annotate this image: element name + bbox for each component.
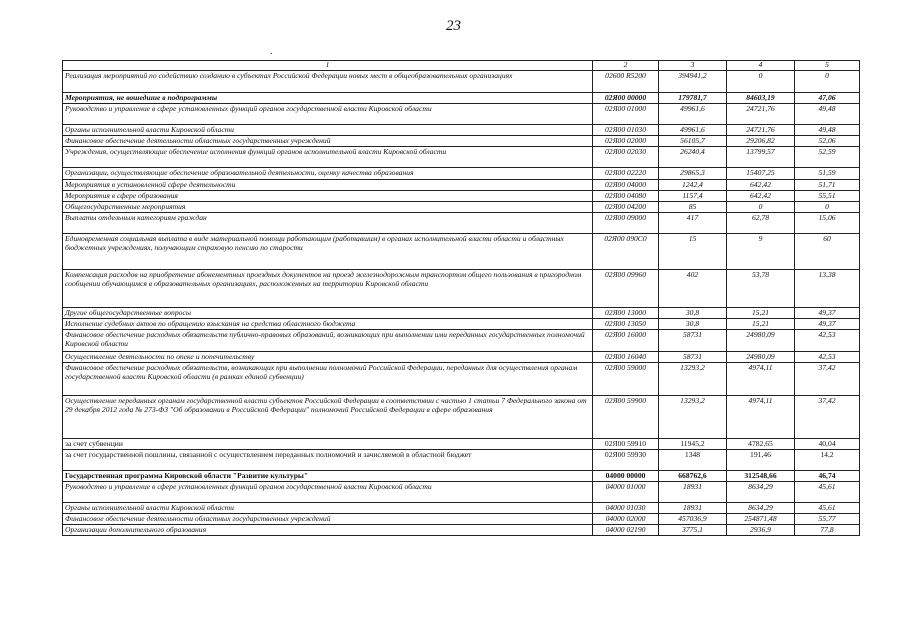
- row-code-cell: 02Я00 59910: [593, 439, 659, 450]
- row-code-cell: 02Я00 02000: [593, 136, 659, 147]
- row-name-cell: Другие общегосударственные вопросы: [63, 308, 593, 319]
- row-actual-cell: 254871,48: [727, 514, 795, 525]
- row-plan-cell: 417: [659, 213, 727, 234]
- row-name-cell: Компенсация расходов на приобретение абонементных проездных документов на проезд железнодорожным транспортом общего пользования в пригородном сообщении обучающимся в образовательных организациях, расположенных на территории Кировской области: [63, 270, 593, 308]
- table-row: [63, 213, 860, 234]
- row-plan-cell: 18931: [659, 503, 727, 514]
- row-actual-cell: 2936,9: [727, 525, 795, 536]
- stray-dot: .: [270, 46, 273, 57]
- row-plan-cell: 56105,7: [659, 136, 727, 147]
- row-plan-cell: 58731: [659, 330, 727, 352]
- header-cell-actual: 4: [727, 61, 795, 71]
- table-row: [63, 270, 860, 308]
- row-code-cell: 02Я00 00000: [593, 93, 659, 104]
- row-plan-cell: 457036,9: [659, 514, 727, 525]
- row-code-cell: 02Я00 04200: [593, 202, 659, 213]
- row-code-cell: 02600 R5200: [593, 71, 659, 93]
- row-actual-cell: 24721,76: [727, 125, 795, 136]
- row-percent-cell: 51,71: [795, 180, 860, 191]
- row-actual-cell: 62,78: [727, 213, 795, 234]
- row-percent-cell: 51,59: [795, 168, 860, 180]
- row-actual-cell: 84603,19: [727, 93, 795, 104]
- row-percent-cell: 49,48: [795, 104, 860, 125]
- row-actual-cell: 642,42: [727, 191, 795, 202]
- row-plan-cell: 394941,2: [659, 71, 727, 93]
- row-name-cell: Финансовое обеспечение расходных обязательств публично-правовых образований, возникающих при выполнении ими переданных государственных полномочий Кировской области: [63, 330, 593, 352]
- table-row: [63, 93, 860, 104]
- table-row: [63, 202, 860, 213]
- row-percent-cell: 45,61: [795, 482, 860, 503]
- row-percent-cell: 37,42: [795, 396, 860, 439]
- row-percent-cell: 40,04: [795, 439, 860, 450]
- table-row: [63, 503, 860, 514]
- row-name-cell: Организации дополнительного образования: [63, 525, 593, 536]
- row-actual-cell: 191,46: [727, 450, 795, 471]
- row-actual-cell: 8634,29: [727, 503, 795, 514]
- row-plan-cell: 1348: [659, 450, 727, 471]
- row-plan-cell: 1157,4: [659, 191, 727, 202]
- header-cell-code: 2: [593, 61, 659, 71]
- table-row: [63, 136, 860, 147]
- row-actual-cell: 0: [727, 202, 795, 213]
- row-code-cell: 02Я00 09960: [593, 270, 659, 308]
- row-actual-cell: 53,78: [727, 270, 795, 308]
- row-code-cell: 02Я00 02030: [593, 147, 659, 168]
- row-plan-cell: 13293,2: [659, 363, 727, 396]
- table-row: [63, 168, 860, 180]
- row-name-cell: Финансовое обеспечение расходных обязательств, возникающих при выполнении полномочий Российской Федерации, переданных для осуществления органам государственной власти Кировской области (в рамках единой субвенции): [63, 363, 593, 396]
- row-name-cell: за счет государственной пошлины, связанной с осуществлением переданных полномочий и зачисляемой в областной бюджет: [63, 450, 593, 471]
- row-code-cell: 04000 00000: [593, 471, 659, 482]
- row-actual-cell: 4782,65: [727, 439, 795, 450]
- row-actual-cell: 312548,66: [727, 471, 795, 482]
- row-name-cell: Органы исполнительной власти Кировской области: [63, 503, 593, 514]
- table-row: [63, 439, 860, 450]
- page-number: 23: [446, 18, 461, 34]
- row-percent-cell: 14,2: [795, 450, 860, 471]
- row-name-cell: Руководство и управление в сфере установленных функций органов государственной власти Кировской области: [63, 104, 593, 125]
- row-code-cell: 02Я00 01030: [593, 125, 659, 136]
- row-percent-cell: 60: [795, 234, 860, 270]
- table-row: [63, 482, 860, 503]
- row-code-cell: 02Я00 59000: [593, 363, 659, 396]
- row-plan-cell: 15: [659, 234, 727, 270]
- row-percent-cell: 42,53: [795, 352, 860, 363]
- table-row: [63, 125, 860, 136]
- row-actual-cell: 24980,09: [727, 352, 795, 363]
- row-code-cell: 02Я00 16040: [593, 352, 659, 363]
- table-row: [63, 104, 860, 125]
- row-name-cell: Организации, осуществляющие обеспечение образовательной деятельности, оценку качества образования: [63, 168, 593, 180]
- row-name-cell: за счет субвенции: [63, 439, 593, 450]
- row-percent-cell: 52,59: [795, 147, 860, 168]
- row-plan-cell: 402: [659, 270, 727, 308]
- table-row: [63, 147, 860, 168]
- row-code-cell: 02Я00 04000: [593, 180, 659, 191]
- row-code-cell: 02Я00 02220: [593, 168, 659, 180]
- header-row: [63, 61, 860, 71]
- row-name-cell: Осуществление деятельности по опеке и попечительству: [63, 352, 593, 363]
- row-plan-cell: 29865,3: [659, 168, 727, 180]
- header-cell-percent: 5: [795, 61, 860, 71]
- table-row: [63, 471, 860, 482]
- row-name-cell: Осуществление переданных органам государственной власти субъектов Российской Федерации в соответствии с частью 1 статьи 7 Федерального закона от 29 декабря 2012 года № 273-ФЗ "Об образовании в Российской Федерации" полномочий Российской Федерации в сфере образования: [63, 396, 593, 439]
- row-code-cell: 02Я00 59930: [593, 450, 659, 471]
- row-code-cell: 02Я00 01000: [593, 104, 659, 125]
- row-code-cell: 02Я00 13000: [593, 308, 659, 319]
- row-code-cell: 02Я00 04080: [593, 191, 659, 202]
- row-percent-cell: 13,38: [795, 270, 860, 308]
- table-body: [63, 71, 860, 536]
- row-code-cell: 04000 01030: [593, 503, 659, 514]
- row-plan-cell: 1242,4: [659, 180, 727, 191]
- row-code-cell: 04000 02190: [593, 525, 659, 536]
- row-percent-cell: 52,06: [795, 136, 860, 147]
- row-plan-cell: 49961,6: [659, 104, 727, 125]
- row-actual-cell: 4974,11: [727, 396, 795, 439]
- row-code-cell: 04000 02000: [593, 514, 659, 525]
- row-name-cell: Мероприятия в установленной сфере деятельности: [63, 180, 593, 191]
- row-plan-cell: 58731: [659, 352, 727, 363]
- row-percent-cell: 55,51: [795, 191, 860, 202]
- row-percent-cell: 49,37: [795, 319, 860, 330]
- row-name-cell: Учреждения, осуществляющие обеспечение исполнения функций органов исполнительной власти Кировской области: [63, 147, 593, 168]
- row-percent-cell: 77,8: [795, 525, 860, 536]
- table-row: [63, 180, 860, 191]
- row-actual-cell: 642,42: [727, 180, 795, 191]
- row-actual-cell: 29206,82: [727, 136, 795, 147]
- row-plan-cell: 668762,6: [659, 471, 727, 482]
- row-percent-cell: 0: [795, 71, 860, 93]
- row-percent-cell: 45,61: [795, 503, 860, 514]
- row-plan-cell: 30,8: [659, 308, 727, 319]
- row-code-cell: 02Я00 09000: [593, 213, 659, 234]
- row-actual-cell: 13799,57: [727, 147, 795, 168]
- row-code-cell: 02Я00 090С0: [593, 234, 659, 270]
- row-plan-cell: 3775,1: [659, 525, 727, 536]
- table-row: [63, 308, 860, 319]
- row-plan-cell: 85: [659, 202, 727, 213]
- row-plan-cell: 30,8: [659, 319, 727, 330]
- row-name-cell: Государственная программа Кировской области "Развитие культуры": [63, 471, 593, 482]
- row-name-cell: Финансовое обеспечение деятельности областных государственных учреждений: [63, 136, 593, 147]
- table-row: [63, 330, 860, 352]
- row-code-cell: 02Я00 16000: [593, 330, 659, 352]
- row-plan-cell: 13293,2: [659, 396, 727, 439]
- row-percent-cell: 46,74: [795, 471, 860, 482]
- row-plan-cell: 18931: [659, 482, 727, 503]
- row-percent-cell: 0: [795, 202, 860, 213]
- row-name-cell: Руководство и управление в сфере установленных функций органов государственной власти Кировской области: [63, 482, 593, 503]
- row-plan-cell: 179781,7: [659, 93, 727, 104]
- row-code-cell: 02Я00 59900: [593, 396, 659, 439]
- row-actual-cell: 24980,09: [727, 330, 795, 352]
- row-code-cell: 02Я00 13050: [593, 319, 659, 330]
- table-row: [63, 352, 860, 363]
- row-name-cell: Финансовое обеспечение деятельности областных государственных учреждений: [63, 514, 593, 525]
- row-actual-cell: 24721,76: [727, 104, 795, 125]
- row-percent-cell: 37,42: [795, 363, 860, 396]
- table-row: [63, 450, 860, 471]
- table-row: [63, 525, 860, 536]
- row-name-cell: Мероприятия в сфере образования: [63, 191, 593, 202]
- row-actual-cell: 4974,11: [727, 363, 795, 396]
- row-name-cell: Единовременная социальная выплата в виде материальной помощи работающим (работавшим) в органах исполнительной власти области и областных бюджетных учреждениях, получающим страховую пенсию по старости: [63, 234, 593, 270]
- header-cell-name: 1: [63, 61, 593, 71]
- table-row: [63, 191, 860, 202]
- row-plan-cell: 11945,2: [659, 439, 727, 450]
- table-row: [63, 319, 860, 330]
- row-percent-cell: 49,37: [795, 308, 860, 319]
- table-row: [63, 71, 860, 93]
- row-percent-cell: 42,53: [795, 330, 860, 352]
- row-actual-cell: 0: [727, 71, 795, 93]
- table-row: [63, 363, 860, 396]
- row-actual-cell: 9: [727, 234, 795, 270]
- row-plan-cell: 26240,4: [659, 147, 727, 168]
- row-actual-cell: 15,21: [727, 308, 795, 319]
- table-row: [63, 396, 860, 439]
- row-name-cell: Общегосударственные мероприятия: [63, 202, 593, 213]
- row-name-cell: Реализация мероприятий по содействию созданию в субъектах Российской Федерации новых мест в общеобразовательных организациях: [63, 71, 593, 93]
- row-percent-cell: 55,77: [795, 514, 860, 525]
- row-actual-cell: 8634,29: [727, 482, 795, 503]
- row-percent-cell: 49,48: [795, 125, 860, 136]
- row-name-cell: Мероприятия, не вошедшие в подпрограммы: [63, 93, 593, 104]
- row-plan-cell: 49961,6: [659, 125, 727, 136]
- row-name-cell: Органы исполнительной власти Кировской области: [63, 125, 593, 136]
- row-name-cell: Выплаты отдельным категориям граждан: [63, 213, 593, 234]
- row-name-cell: Исполнение судебных актов по обращению взыскания на средства областного бюджета: [63, 319, 593, 330]
- table-row: [63, 514, 860, 525]
- row-actual-cell: 15,21: [727, 319, 795, 330]
- budget-table: [62, 60, 860, 536]
- header-cell-plan: 3: [659, 61, 727, 71]
- row-percent-cell: 15,06: [795, 213, 860, 234]
- row-code-cell: 04000 01000: [593, 482, 659, 503]
- row-percent-cell: 47,06: [795, 93, 860, 104]
- table-row: [63, 234, 860, 270]
- row-actual-cell: 15407,25: [727, 168, 795, 180]
